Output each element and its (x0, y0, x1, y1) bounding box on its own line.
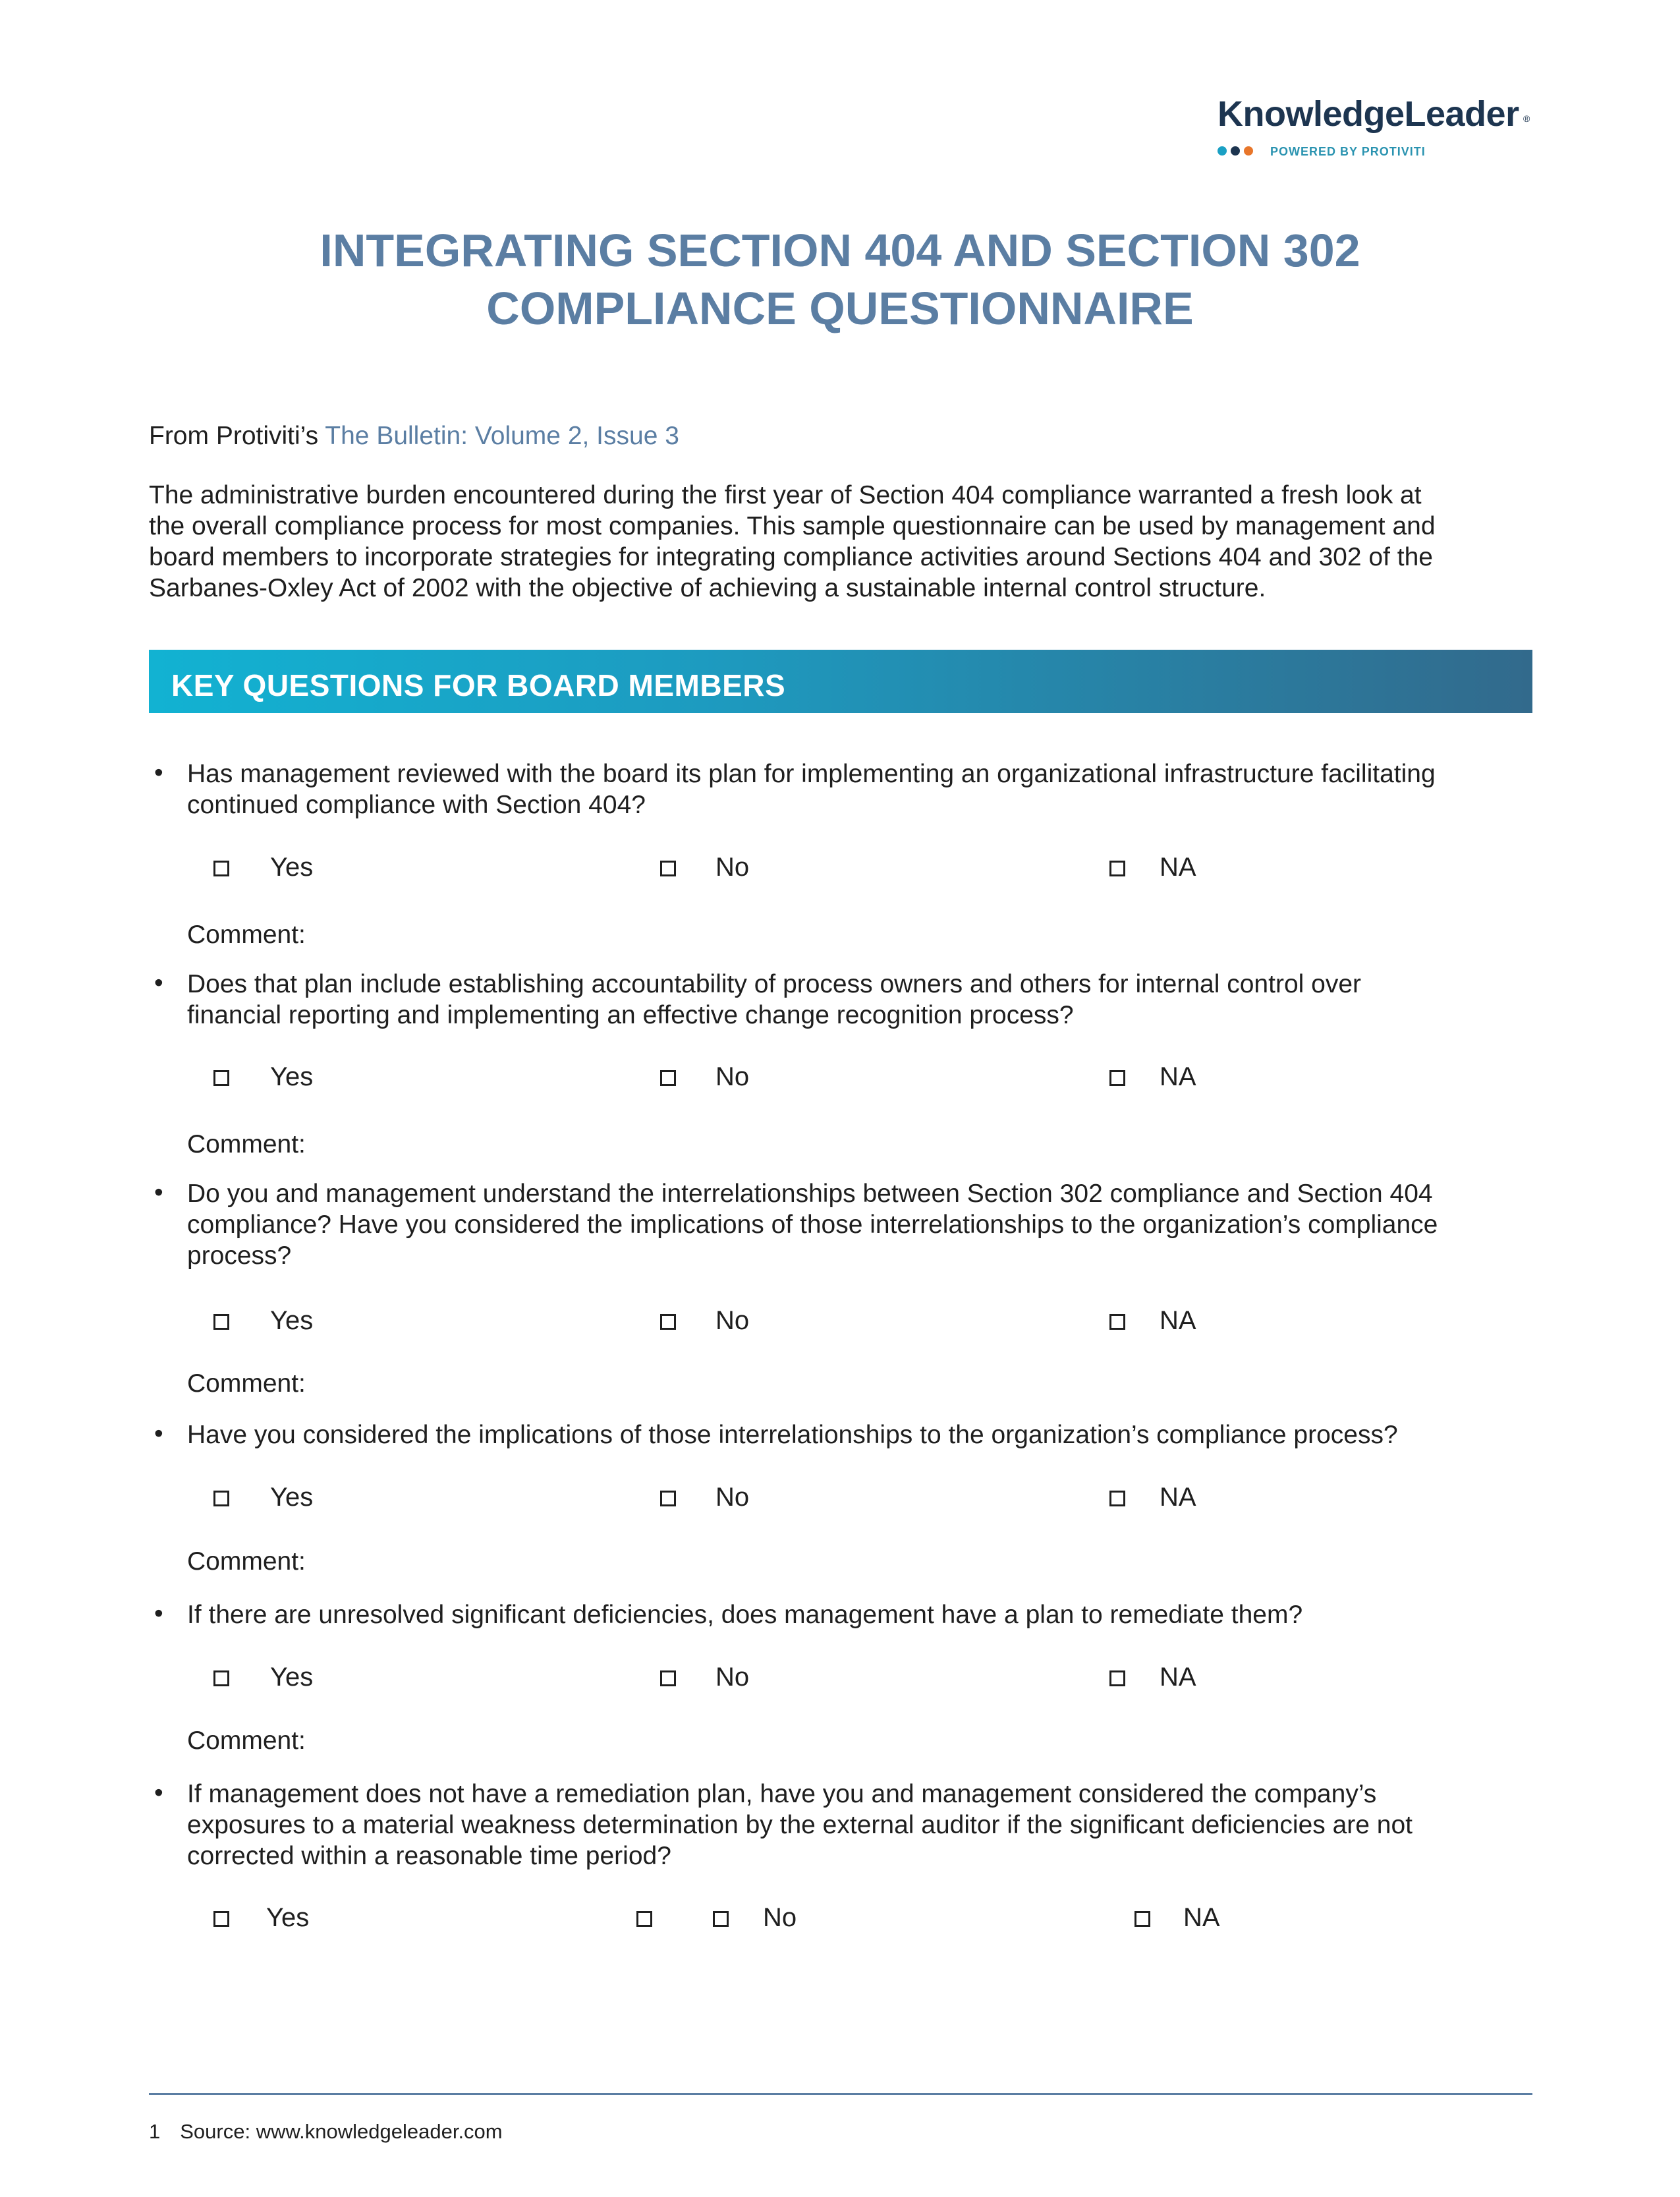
brand-logo-text: KnowledgeLeader (1218, 94, 1519, 134)
yes-checkbox[interactable] (213, 1314, 229, 1330)
question-1 (187, 758, 1436, 820)
na-checkbox[interactable] (1134, 1911, 1150, 1927)
question-6 (187, 1779, 1413, 1871)
footnote-text: Source: www.knowledgeleader.com (180, 2120, 503, 2143)
publication-link[interactable]: The Bulletin: Volume 2, Issue 3 (325, 422, 679, 450)
footer-rule (149, 2093, 1532, 2095)
no-label: No (715, 853, 750, 882)
no-label: No (715, 1062, 750, 1091)
intro-line: The administrative burden encountered during the first year of Section 404 compliance warranted a fresh look at (149, 481, 1422, 509)
no-label: No (715, 1663, 750, 1692)
na-label: NA (1160, 1483, 1196, 1512)
bullet: • (154, 1419, 163, 1448)
dot-navy-icon (1231, 146, 1240, 156)
extra-checkbox[interactable] (636, 1911, 652, 1927)
intro-line: the overall compliance process for most companies. This sample questionnaire can be used by management and (149, 512, 1436, 540)
na-checkbox[interactable] (1109, 1314, 1125, 1330)
no-checkbox[interactable] (660, 1070, 676, 1086)
no-checkbox[interactable] (660, 1314, 676, 1330)
na-checkbox[interactable] (1109, 1491, 1125, 1506)
question-2 (187, 969, 1361, 1031)
no-checkbox[interactable] (660, 1491, 676, 1506)
question-3 (187, 1178, 1438, 1271)
na-label: NA (1160, 1663, 1196, 1692)
na-label: NA (1183, 1903, 1220, 1932)
yes-checkbox[interactable] (213, 1911, 229, 1927)
question-5 (187, 1599, 1302, 1630)
question-line: Have you considered the implications of those interrelationships to the organization’s compliance process? (187, 1421, 1398, 1449)
no-label: No (763, 1903, 797, 1932)
document-title-line-2: COMPLIANCE QUESTIONNAIRE (486, 283, 1194, 334)
intro-line: Sarbanes-Oxley Act of 2002 with the objective of achieving a sustainable internal control structure. (149, 574, 1266, 602)
yes-label: Yes (270, 1306, 314, 1335)
no-checkbox[interactable] (660, 1670, 676, 1686)
question-line: Does that plan include establishing accountability of process owners and others for internal control over (187, 970, 1362, 998)
question-line: process? (187, 1241, 292, 1270)
question-line: Has management reviewed with the board its plan for implementing an organizational infrastructure facilitating (187, 760, 1436, 788)
yes-checkbox[interactable] (213, 861, 229, 876)
na-label: NA (1160, 1062, 1196, 1091)
comment-label: Comment: (187, 1130, 306, 1158)
bullet: • (154, 1779, 163, 1807)
na-label: NA (1160, 853, 1196, 882)
dot-teal-icon (1218, 146, 1227, 156)
comment-label: Comment: (187, 921, 306, 949)
yes-label: Yes (270, 1062, 314, 1091)
yes-checkbox[interactable] (213, 1070, 229, 1086)
intro-line: board members to incorporate strategies for integrating compliance activities around Sections 404 and 302 of the (149, 543, 1433, 571)
yes-label: Yes (270, 1663, 314, 1692)
yes-checkbox[interactable] (213, 1491, 229, 1506)
dot-orange-icon (1244, 146, 1253, 156)
bullet: • (154, 1178, 163, 1207)
document-title-line-1: INTEGRATING SECTION 404 AND SECTION 302 (320, 225, 1360, 276)
no-checkbox[interactable] (713, 1911, 729, 1927)
source-line (149, 422, 679, 451)
comment-label: Comment: (187, 1369, 306, 1398)
comment-label: Comment: (187, 1547, 306, 1576)
footnote-number: 1 (149, 2120, 161, 2143)
yes-checkbox[interactable] (213, 1670, 229, 1686)
source-prefix: From Protiviti’s (149, 422, 325, 450)
brand-logo (1218, 94, 1519, 134)
na-checkbox[interactable] (1109, 1670, 1125, 1686)
yes-label: Yes (270, 853, 314, 882)
question-line: corrected within a reasonable time period? (187, 1842, 671, 1870)
powered-by-label: POWERED BY PROTIVITI (1270, 145, 1426, 158)
question-line: If management does not have a remediation plan, have you and management considered the company’s (187, 1780, 1377, 1808)
question-line: continued compliance with Section 404? (187, 791, 646, 819)
yes-label: Yes (270, 1483, 314, 1512)
question-4 (187, 1419, 1398, 1450)
na-label: NA (1160, 1306, 1196, 1335)
no-checkbox[interactable] (660, 861, 676, 876)
question-line: compliance? Have you considered the implications of those interrelationships to the organization’s compliance (187, 1211, 1438, 1239)
comment-label: Comment: (187, 1726, 306, 1755)
bullet: • (154, 758, 163, 787)
no-label: No (715, 1483, 750, 1512)
question-line: If there are unresolved significant deficiencies, does management have a plan to remediate them? (187, 1601, 1303, 1629)
na-checkbox[interactable] (1109, 1070, 1125, 1086)
section-banner (149, 650, 1532, 713)
bullet: • (154, 1599, 163, 1628)
intro-paragraph (149, 480, 1539, 604)
question-line: Do you and management understand the interrelationships between Section 302 compliance and Section 404 (187, 1180, 1433, 1208)
no-label: No (715, 1306, 750, 1335)
na-checkbox[interactable] (1109, 861, 1125, 876)
footnote (149, 2120, 503, 2144)
registered-mark: ® (1523, 113, 1530, 124)
section-title: KEY QUESTIONS FOR BOARD MEMBERS (171, 668, 786, 702)
yes-label: Yes (266, 1903, 310, 1932)
bullet: • (154, 969, 163, 997)
question-line: exposures to a material weakness determination by the external auditor if the significant deficiencies are not (187, 1811, 1413, 1839)
question-line: financial reporting and implementing an effective change recognition process? (187, 1001, 1074, 1029)
